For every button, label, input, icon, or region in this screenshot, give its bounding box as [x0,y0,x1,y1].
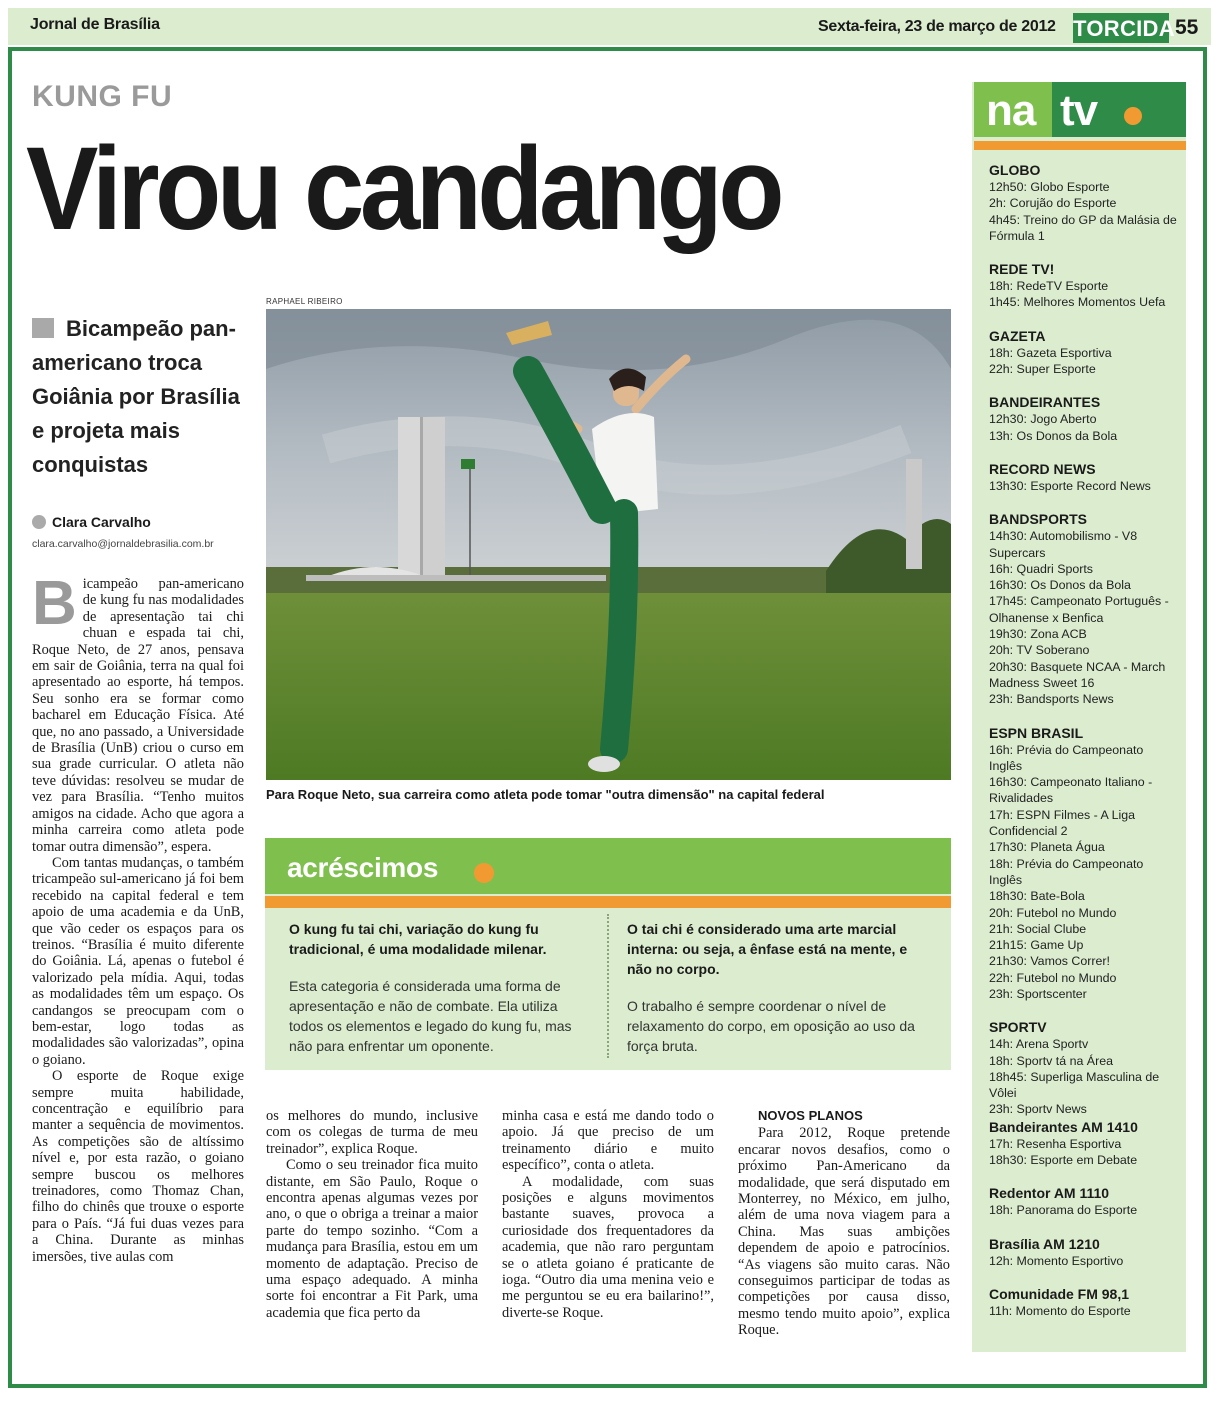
newspaper-name: Jornal de Brasília [30,16,160,33]
issue-date: Sexta-feira, 23 de março de 2012 [818,18,1056,35]
channel-name: REDE TV! [989,261,1055,278]
channel-name: Comunidade FM 98,1 [989,1285,1130,1302]
channel-schedule: 18h: Panorama do Esporte [989,1203,1138,1218]
channel-name: BANDEIRANTES [989,394,1101,411]
channel-name: Bandeirantes AM 1410 [989,1118,1138,1135]
paragraph: O esporte de Roque exige sempre muita habilidade, concentração e equilíbrio para manter a sequência de movimentos. As competições são de altíssimo nível e, por esta razão, o goiano sempre buscou os melhores treinadores, como Thomaz Chan, filho do chinês que trouxe o esporte para o País. “Já fui duas vezes para a China. Durante as minhas imersões, tive aulas com [32,1068,244,1265]
channel-schedule: 18h: RedeTV Esporte 1h45: Melhores Momentos Uefa [989,279,1166,310]
paragraph: Com tantas mudanças, o também tricampeão sul-americano já foi bem recebido na capital federal e tem apoio de uma academia e da UnB, que vão ceder os espaços para os treinos. “Brasília é muito diferente do Goiânia. Lá, apenas o futebol é valorizado pela mídia. Aqui, todas as modalidades têm um espaço. Os candangos se preocupam com o bem-estar, logo todas as modalidades são valorizadas”, opina o goiano. [32,854,244,1068]
tv-channel [989,1184,1179,1218]
paragraph-text: icampeão pan-americano de kung fu nas modalidades de apresentação tai chi chuan e espada tai chi, Roque Neto, de 27 anos, pensava em sair de Goiânia, terra na qual foi apresentado ao esporte, há tempos. Seu sonho era se formar como bacharel em Educação Física. Até que, no ano passado, a Universidade de Brasília (UnB) criou o curso em sua grade curricular. O atleta não teve dúvidas: resolveu se mudar de vez para Brasília. “Tenho muitos amigos na cidade. Acho que agora a minha carreira como atleta pode tomar outra dimensão”, espera. [32,576,244,855]
author-email[interactable]: clara.carvalho@jornaldebrasilia.com.br [32,538,214,550]
channel-schedule: 18h: Gazeta Esportiva 22h: Super Esporte [989,345,1112,377]
kung-fu-athlete-photo [266,309,951,780]
channel-name: Redentor AM 1110 [989,1185,1110,1202]
channel-name: GAZETA [989,327,1046,344]
paragraph: Como o seu treinador fica muito distante, em São Paulo, Roque o encontra apenas algumas vezes por ano, o que o obriga a treinar a maior parte do tempo sozinho. “Com a mudança para Brasília, estou em um momento de adaptação. Preciso de uma espaço adequado. A minha sorte foi encontrar a Fit Park, uma academia que fica perto da [266,1157,478,1321]
subhead-text: Bicampeão pan-americano troca Goiânia por Brasília e projeta mais conquistas [32,316,240,477]
acrescimos-left-lead: O kung fu tai chi, variação do kung fu tradicional, é uma modalidade milenar. [289,921,547,957]
tv-channel [989,724,1179,1003]
tv-channel [989,1285,1179,1319]
author-name: Clara Carvalho [52,514,151,530]
byline [32,514,151,530]
acrescimos-title: acréscimos [287,852,439,883]
paragraph: Para 2012, Roque pretende encarar novos desafios, como o próximo Pan-Americano da modalidade, que será disputado em Monterrey, no México, em julho, além de uma nova viagem para a China. Mas suas ambições dependem de apoio e patrocínios. “As viagens são muito caras. Não conseguimos participar de todas as competições por causa disso, mesmo tendo muito apoio”, explica Roque. [738,1125,950,1339]
page-number: 55 [1175,16,1199,39]
na-tv-orange-bar [974,141,1186,150]
na-tv-title-na: na [986,86,1036,135]
section-subheading: NOVOS PLANOS [758,1108,863,1123]
kicker: KUNG FU [32,80,173,113]
paragraph: A modalidade, com suas posições e alguns movimentos bastante suaves, provoca a curiosidade dos frequentadores da academia, que não raro perguntam se o atleta goiano é praticante de ioga. “Outro dia uma menina veio e me perguntou se eu era bailarino!”, diverte-se Roque. [502,1173,714,1321]
section-tag: TORCIDA [1073,13,1169,43]
subhead [32,312,252,482]
channel-schedule: 11h: Momento do Esporte [989,1303,1131,1318]
tv-channel [989,1018,1179,1117]
channel-name: Brasília AM 1210 [989,1235,1100,1252]
acrescimos-divider [607,914,609,1058]
acrescimos-orange-bar [265,896,951,908]
photo-caption: Para Roque Neto, sua carreira como atleta pode tomar "outra dimensão" na capital federal [266,787,825,802]
channel-schedule: 17h: Resenha Esportiva 18h30: Esporte em Debate [989,1136,1138,1168]
channel-schedule: 12h50: Globo Esporte 2h: Corujão do Esporte 4h45: Treino do GP da Malásia de Fórmula 1 [989,180,1177,243]
article-column-1 [32,569,244,1265]
article-photo [266,309,951,780]
tv-channel [989,510,1179,707]
channel-name: RECORD NEWS [989,460,1096,477]
channel-schedule: 14h: Arena Sportv 18h: Sportv tá na Área 18h45: Superliga Masculina de Vôlei 23h: Sportv News [989,1037,1160,1117]
tv-channel [989,327,1179,378]
tv-schedule-list [989,161,1179,1335]
tv-channel [989,393,1179,444]
headline: Virou candango [26,123,780,255]
article-column-2 [266,1108,478,1321]
channel-schedule: 12h30: Jogo Aberto 13h: Os Donos da Bola [989,412,1118,443]
channel-name: GLOBO [989,162,1041,178]
tv-channel [989,460,1179,494]
channel-name: ESPN BRASIL [989,724,1084,741]
article-column-4 [738,1108,950,1339]
channel-schedule: 13h30: Esporte Record News [989,478,1151,493]
tv-channel [989,260,1179,311]
channel-schedule: 16h: Prévia do Campeonato Inglês 16h30: Campeonato Italiano - Rivalidades 17h: ESPN Filmes - A Liga Confidencial 2 17h30: Planeta Água 18h: Prévia do Campeonato Inglês 18h30: Bate-Bola 20h: Futebol no Mundo 21h: Social Clube 21h15: Game Up 21h30: Vamos Correr! 22h: Futebol no Mundo 23h: Sportscenter [989,742,1153,1001]
paragraph [32,569,244,855]
paragraph: os melhores do mundo, inclusive com os colegas de turma de meu treinador”, explica Roque. [266,1108,478,1157]
article-column-3 [502,1108,714,1321]
circle-bullet-icon [32,515,46,529]
channel-name: SPORTV [989,1019,1047,1036]
channel-schedule: 14h30: Automobilismo - V8 Supercars 16h: Quadri Sports 16h30: Os Donos da Bola 17h45: Campeonato Português - Olhanense x Benfica 19h30: Zona ACB 20h: TV Soberano 20h30: Basquete NCAA - March Madness Sweet 16 23h: Bandsports News [989,529,1169,707]
acrescimos-left-text: Esta categoria é considerada uma forma de apresentação e não de combate. Ela utiliza todos os elementos e legado do kung fu, mas não para enfrentar um oponente. [289,978,572,1054]
paragraph: minha casa e está me dando todo o apoio. Já que preciso de um treinamento diário e muito específico”, conta o atleta. [502,1108,714,1174]
orange-dot-icon [474,863,494,883]
na-tv-title-tv: tv [1060,86,1098,135]
tv-channel [989,1118,1179,1169]
tv-channel [989,161,1179,244]
drop-cap: B [32,569,77,638]
channel-name: BANDSPORTS [989,511,1088,528]
acrescimos-right-lead: O tai chi é considerado uma arte marcial interna: ou seja, a ênfase está na mente, e não no corpo. [627,921,908,977]
photo-credit: RAPHAEL RIBEIRO [266,297,343,306]
acrescimos-right-text: O trabalho é sempre coordenar o nível de relaxamento do corpo, em oposição ao uso da força bruta. [627,998,915,1054]
channel-schedule: 12h: Momento Esportivo [989,1253,1124,1268]
square-bullet-icon [32,318,54,338]
orange-dot-icon [1124,107,1142,125]
tv-channel [989,1235,1179,1269]
